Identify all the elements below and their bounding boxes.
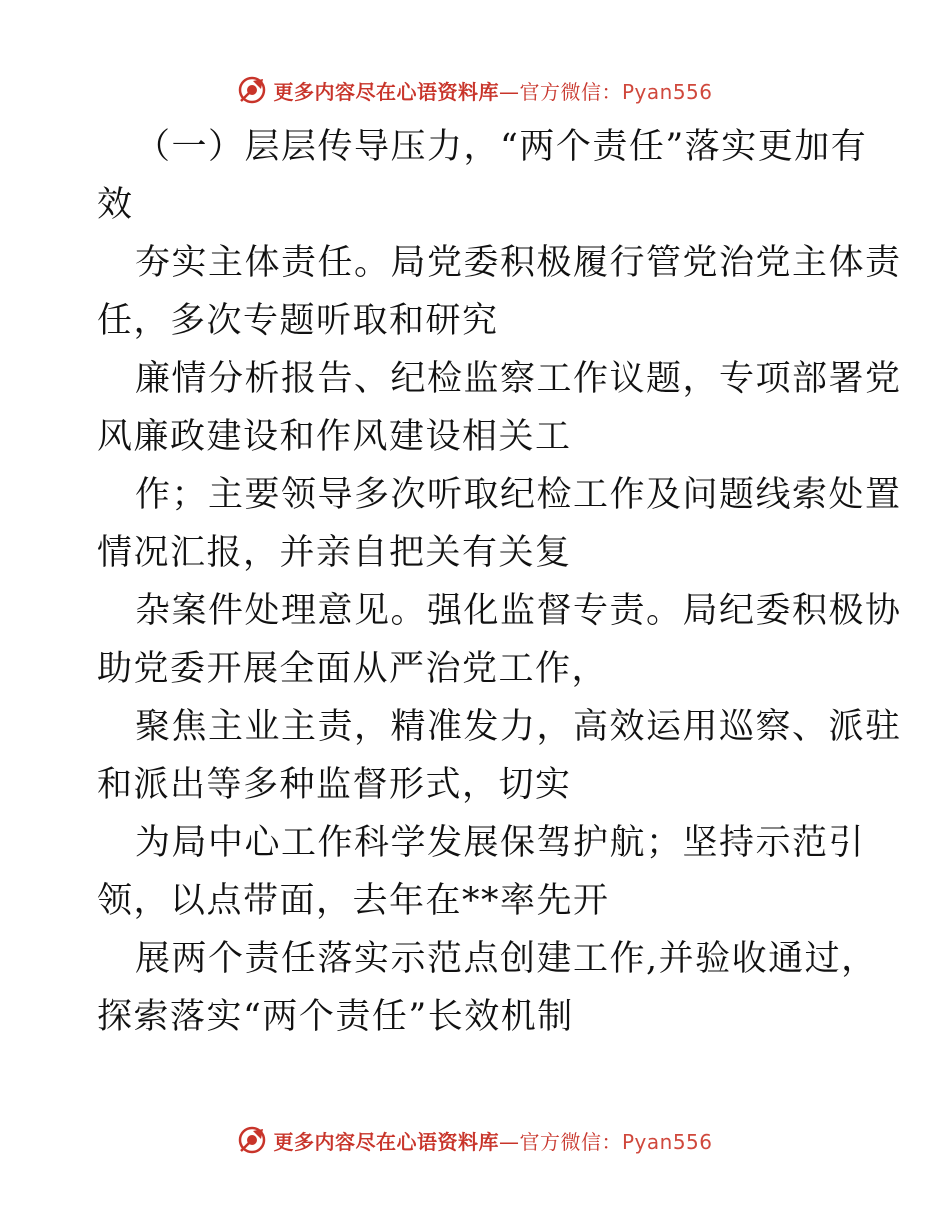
text-line: 情况汇报，并亲自把关有关复 bbox=[97, 533, 572, 573]
text-line: 任，多次专题听取和研究 bbox=[97, 301, 499, 341]
heading-line: （一）层层传导压力，“两个责任”落实更加有 bbox=[135, 127, 868, 167]
text-line: 展两个责任落实示范点创建工作,并验收通过， bbox=[135, 939, 878, 979]
text-line: 领，以点带面，去年在**率先开 bbox=[97, 881, 610, 921]
text-line: 为局中心工作科学发展保驾护航；坚持示范引 bbox=[135, 823, 866, 863]
watermark-brand: 更多内容尽在心语资料库 bbox=[273, 79, 499, 104]
watermark-dash: — bbox=[498, 1129, 520, 1154]
footer-watermark bbox=[0, 1120, 950, 1160]
header-watermark bbox=[0, 70, 950, 110]
text-line: 聚焦主业主责，精准发力，高效运用巡察、派驻 bbox=[135, 707, 902, 747]
text-line: 杂案件处理意见。强化监督专责。局纪委积极协 bbox=[135, 591, 902, 631]
watermark-dash: — bbox=[498, 79, 520, 104]
text-line: 探索落实“两个责任”长效机制 bbox=[97, 997, 574, 1037]
quill-logo-icon bbox=[237, 1125, 267, 1155]
text-line: 廉情分析报告、纪检监察工作议题，专项部署党 bbox=[135, 359, 902, 399]
document-body bbox=[97, 118, 902, 1046]
text-line: 作；主要领导多次听取纪检工作及问题线索处置 bbox=[135, 475, 902, 515]
watermark-label: 官方微信： bbox=[519, 79, 622, 104]
watermark-label: 官方微信： bbox=[519, 1129, 622, 1154]
quill-logo-icon bbox=[237, 75, 267, 105]
watermark-text bbox=[273, 1126, 712, 1155]
watermark-wechat-id: Pyan556 bbox=[621, 1129, 713, 1154]
watermark-brand: 更多内容尽在心语资料库 bbox=[273, 1129, 499, 1154]
text-line: 效 bbox=[97, 185, 134, 225]
text-line: 和派出等多种监督形式，切实 bbox=[97, 765, 572, 805]
text-line: 夯实主体责任。局党委积极履行管党治党主体责 bbox=[135, 243, 902, 283]
watermark-wechat-id: Pyan556 bbox=[621, 79, 713, 104]
text-line: 风廉政建设和作风建设相关工 bbox=[97, 417, 572, 457]
text-line: 助党委开展全面从严治党工作， bbox=[97, 649, 609, 689]
watermark-text bbox=[273, 76, 712, 105]
